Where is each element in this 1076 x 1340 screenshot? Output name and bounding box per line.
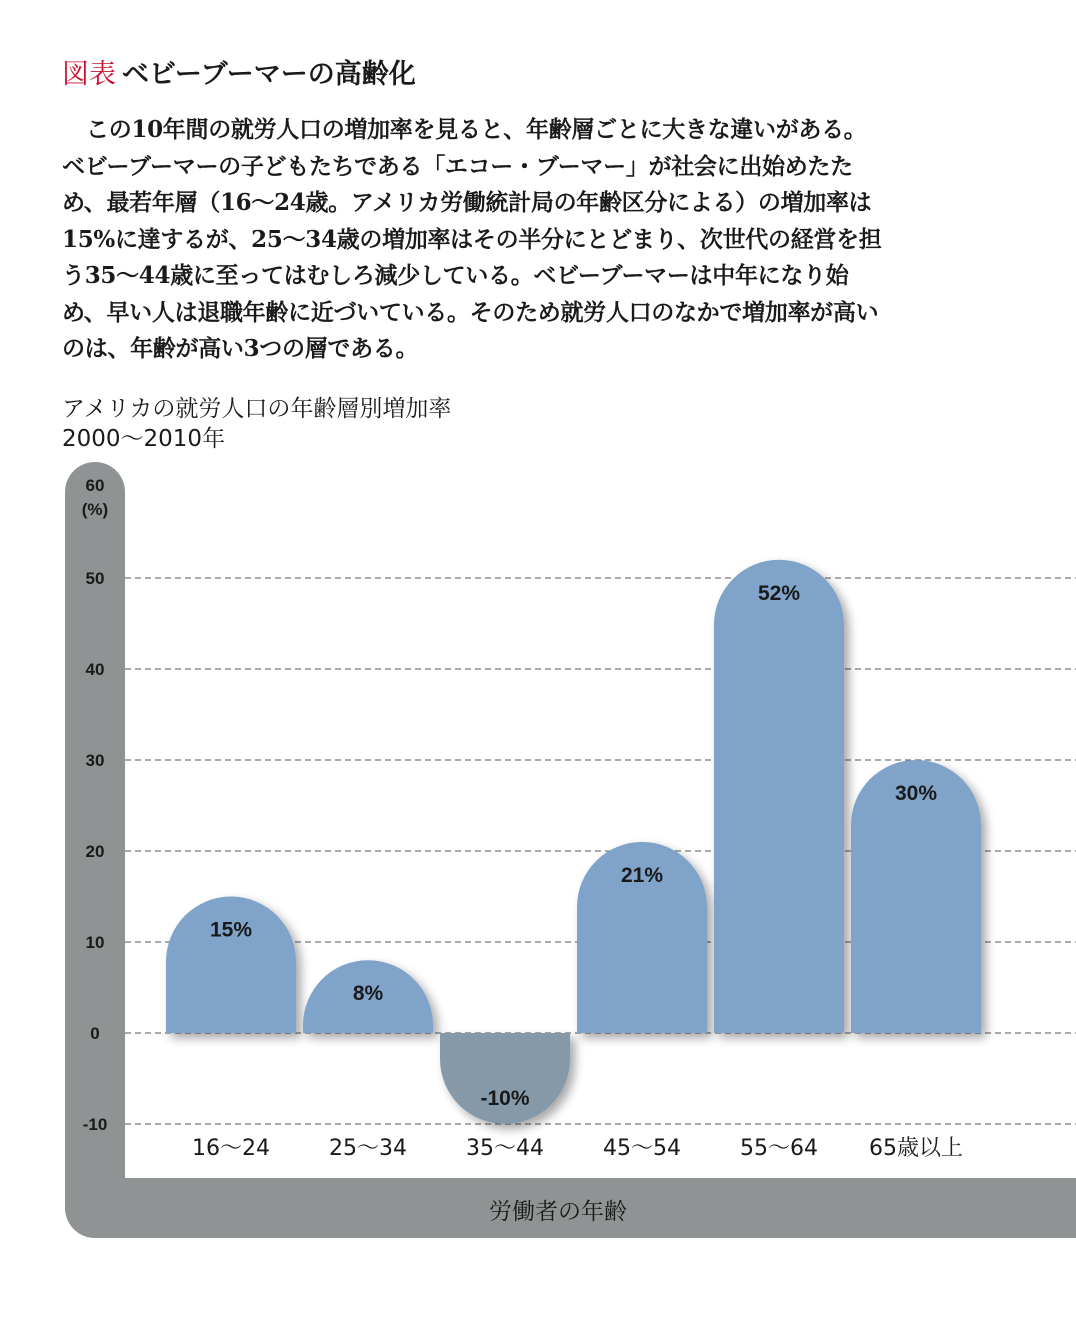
x-tick-label: 16〜24 <box>192 1136 270 1161</box>
chart-titles <box>62 394 451 454</box>
bar <box>714 560 844 1033</box>
x-tick-label: 35〜44 <box>466 1136 544 1161</box>
bar-chart <box>0 460 1076 1250</box>
x-tick-label: 25〜34 <box>329 1136 407 1161</box>
x-tick-label: 45〜54 <box>603 1136 681 1161</box>
y-axis-unit: (%) <box>81 500 109 519</box>
bar <box>440 1033 570 1124</box>
bar <box>166 897 296 1034</box>
x-axis-ticks <box>192 1136 963 1161</box>
figure-title: ベビーブーマーの高齢化 <box>122 59 416 90</box>
data-label: 15% <box>209 918 253 942</box>
x-tick-label: 55〜64 <box>740 1136 818 1161</box>
x-tick-label: 65歳以上 <box>869 1136 963 1161</box>
y-tick-label: 10 <box>85 933 105 952</box>
data-label: 8% <box>352 982 384 1006</box>
figure-tag: 図表 <box>62 59 116 90</box>
y-tick-label: 40 <box>85 660 105 679</box>
chart-title: アメリカの就労人口の年齢層別増加率 <box>62 396 452 422</box>
y-tick-label: 30 <box>85 751 105 770</box>
y-tick-label: 0 <box>90 1024 100 1043</box>
data-label: 30% <box>894 782 938 805</box>
data-label: -10% <box>480 1087 530 1110</box>
y-tick-label: 20 <box>85 842 105 861</box>
y-tick-label: -10 <box>82 1115 108 1134</box>
figure-heading <box>62 52 416 91</box>
data-label: 21% <box>620 863 664 887</box>
y-tick-label: 60 <box>85 476 105 495</box>
y-tick-label: 50 <box>85 569 105 588</box>
data-label: 52% <box>757 581 801 605</box>
body-paragraph: この10年間の就労人口の増加率を見ると、年齢層ごとに大きな違いがある。ベビーブーマーの子どもたちである「エコー・ブーマー」が社会に出始めたため、最若年層（16〜24歳。アメリカ労働統計局の年齢区分による）の増加率は15%に達するが、25〜34歳の増加率はその半分にとどまり、次世代の経営を担う35〜44歳に至ってはむしろ減少している。ベビーブーマーは中年になり始め、早い人は退職年齢に近づいている。そのため就労人口のなかで増加率が高いのは、年齢が高い3つの層である。 <box>62 116 882 362</box>
chart-subtitle: 2000〜2010年 <box>62 426 226 452</box>
x-axis-title: 労働者の年齢 <box>489 1199 627 1225</box>
bars <box>166 560 981 1124</box>
